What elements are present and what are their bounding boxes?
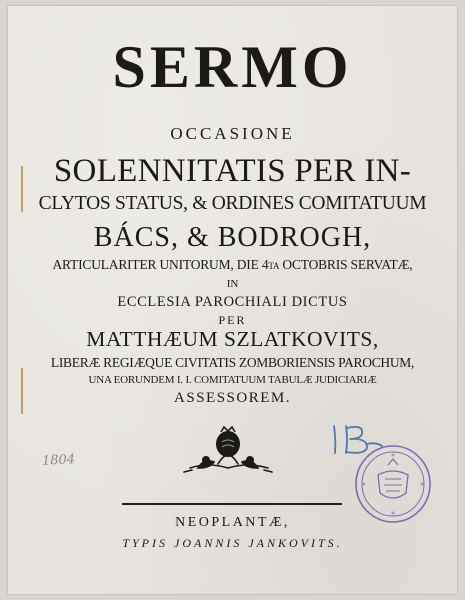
author-name: MATTHÆUM SZLATKOVITS, <box>86 327 379 351</box>
horizontal-rule <box>122 503 342 505</box>
subtitle-bacs-bodrogh: BÁCS, & BODROGH, <box>93 222 372 253</box>
author-assessor: ASSESSOREM. <box>174 390 291 406</box>
subtitle-per: PER <box>218 313 247 327</box>
pomegranate-ornament-icon <box>178 424 278 476</box>
title-page <box>8 6 457 594</box>
subtitle-in: IN <box>226 278 239 290</box>
binding-stitch-top <box>21 166 23 212</box>
subtitle-ecclesia: ECCLESIA PAROCHIALI DICTUS <box>117 294 348 310</box>
document-title: SERMO <box>112 34 353 100</box>
imprint-place: NEOPLANTÆ, <box>175 515 290 530</box>
subtitle-articulariter: ARTICULARITER UNITORUM, DIE 4ta OCTOBRIS SERVATÆ, <box>52 257 413 272</box>
subtitle-clytos: CLYTOS STATUS, & ORDINES COMITATUUM <box>38 193 427 214</box>
library-stamp-icon <box>352 443 434 525</box>
subtitle-occasione: OCCASIONE <box>170 124 295 143</box>
subtitle-solennitatis: SOLENNITATIS PER IN- <box>53 153 412 189</box>
author-office: UNA EORUNDEM I. I. COMITATUUM TABULÆ JUDICIARIÆ <box>88 374 377 386</box>
handwritten-year: 1804 <box>41 452 76 469</box>
binding-stitch-bottom <box>21 368 23 414</box>
imprint-printer: TYPIS JOANNIS JANKOVITS. <box>122 536 343 550</box>
author-title: LIBERÆ REGIÆQUE CIVITATIS ZOMBORIENSIS PAROCHUM, <box>50 355 415 370</box>
